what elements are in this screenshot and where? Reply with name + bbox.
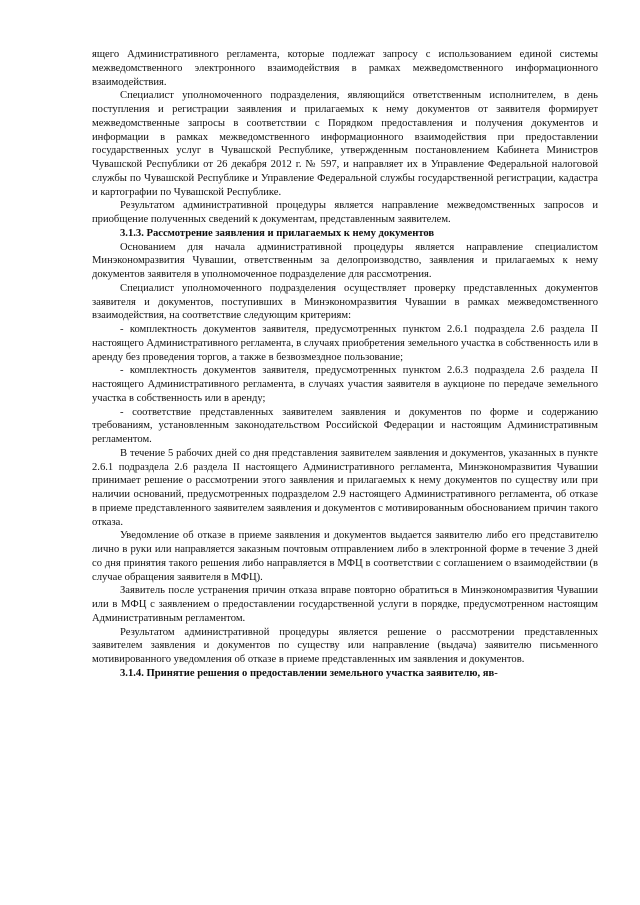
paragraph-procedure-basis: Основанием для начала административной процедуры является направление специалистом Минэкономразвития Чувашии, ответственным за делопроизводство, заявления и прилагаемых к нему документов заявителя в уполномоченное подразделение для рассмотрения. <box>92 241 598 280</box>
paragraph-verification: Специалист уполномоченного подразделения осуществляет проверку представленных документов заявителя и документов, поступивших в Минэкономразвития Чувашии в рамках межведомственного взаимодействия, на соответствие следующим критериям: <box>92 282 598 322</box>
paragraph-continuation: ящего Административного регламента, которые подлежат запросу с использованием единой системы межведомственного электронного взаимодействия в рамках межведомственного информационного взаимодействия. <box>92 49 598 88</box>
paragraph-interagency-requests: Специалист уполномоченного подразделения, являющийся ответственным исполнителем, в день поступления и регистрации заявления и прилагаемых к нему документов от заявителя формирует межведомственные запросы в соответствии с Порядком предоставления и получения документов и информации в рамках межведомственного информационного взаимодействия при предоставлении государственных услуг в Чувашской Республике, утвержденным постановлением Кабинета Министров Чувашской Республики от 26 декабря 2012 г. № 597, и направляет их в Управление Федеральной налоговой службы по Чувашской Республике и Управление Федеральной службы государственной регистрации, кадастра и картографии по Чувашской Республике. <box>92 90 598 198</box>
paragraph-refusal-notice: Уведомление об отказе в приеме заявления и документов выдается заявителю либо его представителю лично в руки или направляется заказным почтовым отправлением либо в электронной форме в течение 3 дней со дня принятия такого решения либо направляется в МФЦ в соответствии с соглашением о взаимодействии (в случае обращения заявителя в МФЦ). <box>92 530 598 583</box>
paragraph-procedure-result-1: Результатом административной процедуры является направление межведомственных запросов и приобщение полученных сведений к документам, представленным заявителем. <box>92 200 598 225</box>
criteria-item-1: - комплектность документов заявителя, предусмотренных пунктом 2.6.1 подраздела 2.6 раздела II настоящего Административного регламента, в случаях приобретения земельного участка в собственность или в аренду без проведения торгов, а также в безвозмездное пользование; <box>92 324 598 363</box>
criteria-item-3: - соответствие представленных заявителем заявления и документов по форме и содержанию требованиям, установленным законодательством Российской Федерации и настоящим Административным регламентом. <box>92 406 598 445</box>
section-heading-3-1-4: 3.1.4. Принятие решения о предоставлении земельного участка заявителю, яв- <box>120 667 498 679</box>
paragraph-procedure-result-2: Результатом административной процедуры является решение о рассмотрении представленных заявителем заявления и документов по существу или направление (выдача) заявителю письменного мотивированного уведомления об отказе в приеме представленных им заявления и документов. <box>92 626 598 665</box>
criteria-item-2: - комплектность документов заявителя, предусмотренных пунктом 2.6.3 подраздела 2.6 раздела II настоящего Административного регламента, в случаях участия заявителя в аукционе по передаче земельного участка в собственность или в аренду; <box>92 365 598 404</box>
section-heading-3-1-3: 3.1.3. Рассмотрение заявления и прилагаемых к нему документов <box>120 227 435 239</box>
paragraph-reapplication: Заявитель после устранения причин отказа вправе повторно обратиться в Минэкономразвития Чувашии или в МФЦ с заявлением о предоставлении государственной услуги в порядке, предусмотренном настоящим Административным регламентом. <box>92 585 598 624</box>
paragraph-decision-deadline: В течение 5 рабочих дней со дня представления заявителем заявления и документов, указанных в пункте 2.6.1 подраздела 2.6 раздела II настоящего Административного регламента, Минэкономразвития Чувашии принимает решение о рассмотрении этого заявления и прилагаемых к нему документов по существу или при наличии оснований, предусмотренных подразделом 2.9 настоящего Административного регламента, об отказе в приеме представленного заявителем заявления и документов с мотивированным обоснованием причин такого отказа. <box>92 447 598 528</box>
document-page <box>92 48 598 681</box>
